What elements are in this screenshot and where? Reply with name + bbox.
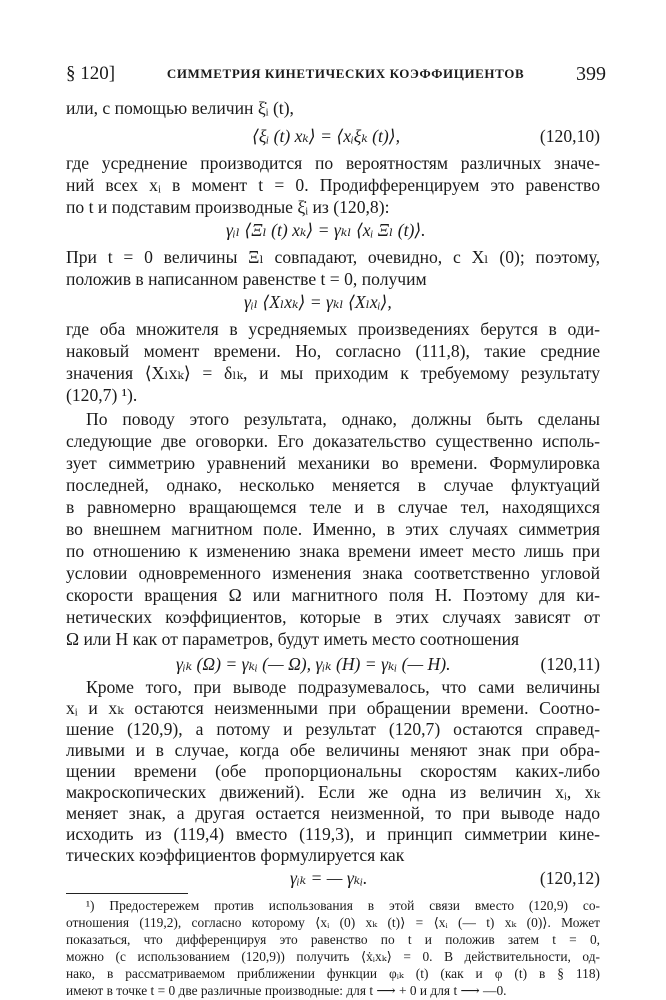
text-line: по t и подставим производные ξ̇ᵢ из (120,8):: [66, 197, 390, 217]
footnote-line: ¹) Предостережем против использования в этой связи вместо (120,9) со-: [86, 898, 600, 913]
text-line: ний всех xᵢ в момент t = 0. Продифференцируем это равенство: [66, 175, 600, 195]
text-line: шение (120,9), а потому и результат (120,7) остаются справед-: [66, 719, 600, 739]
text-line: положив в написанном равенстве t = 0, получим: [66, 269, 427, 289]
equation-120-12: [66, 866, 600, 890]
text-line: по отношению к изменению знака времени имеет место лишь при: [66, 541, 600, 561]
text-line: меняет знак, а другая остается неизменной, то при выводе надо: [66, 803, 600, 823]
footnote-line: нако, в рассматриваемом приближении функции φᵢₖ (t) (как и φ (t) в § 118): [66, 966, 600, 981]
footnote-line: имеют в точке t = 0 две различные производные: для t ⟶ + 0 и для t ⟶ —0.: [66, 983, 507, 998]
equation-derivative: [66, 218, 600, 242]
running-header: [66, 58, 606, 90]
text-line: зует симметрию уравнений механики во времени. Формулировка: [66, 453, 600, 473]
text-line: или, с помощью величин ξ̇ᵢ (t),: [66, 98, 294, 118]
equation-body: ⟨ξᵢ (t) xₖ⟩ = ⟨xᵢξₖ (t)⟩,: [252, 126, 401, 146]
footnote-line: показаться, что дифференцируя это равенство по t и положив затем t = 0,: [66, 932, 600, 947]
text-line: где усреднение производится по вероятностям различных значе-: [66, 153, 600, 173]
text-line: исходить из (119,4) вместо (119,3), и принцип симметрии кине-: [66, 824, 600, 844]
text-line: в равномерно вращающемся теле и в случае тел, находящихся: [66, 497, 600, 517]
text-line: следующие две оговорки. Его доказательство существенно исполь-: [66, 431, 600, 451]
text-line: последней, однако, несколько меняется в случае флуктуаций: [66, 475, 600, 495]
text-line: Ω или H как от параметров, будут иметь место соотношения: [66, 629, 520, 649]
page-number: 399: [576, 62, 606, 85]
text-line: макроскопических движений). Если же одна из величин xᵢ, xₖ: [66, 782, 600, 802]
text-line: где оба множителя в усредняемых произведениях берутся в оди-: [66, 319, 600, 339]
text-line: Кроме того, при выводе подразумевалось, что сами величины: [86, 677, 600, 697]
text-line: По поводу этого результата, однако, должны быть сделаны: [86, 409, 600, 429]
text-line: тических коэффициентов формулируется как: [66, 845, 405, 865]
footnote-line: отношения (119,2), согласно которому ⟨xᵢ (0) xₖ (t)⟩ = ⟨xᵢ (— t) xₖ (0)⟩. Может: [66, 915, 600, 930]
equation-body: γᵢₗ ⟨Xₗxₖ⟩ = γₖₗ ⟨Xₗxᵢ⟩,: [244, 292, 392, 312]
equation-average: [66, 290, 600, 314]
text-line: щении времени (обе пропорциональны скоростям каких-либо: [66, 761, 600, 781]
text-line: xᵢ и xₖ остаются неизменными при обращении времени. Соотно-: [66, 698, 600, 718]
text-line: условии одновременного изменения знака соответственно угловой: [66, 563, 600, 583]
equation-number: (120,11): [540, 654, 600, 674]
equation-120-10: [66, 124, 600, 148]
text-line: нетических коэффициентов, которые в этих случаях зависят от: [66, 607, 600, 627]
text-line: (120,7) ¹).: [66, 385, 138, 405]
text-line: наковый момент времени. Но, согласно (111,8), такие средние: [66, 341, 600, 361]
equation-number: (120,10): [539, 126, 600, 146]
equation-body: γᵢₖ = — γₖᵢ.: [290, 868, 368, 888]
text-line: скорости вращения Ω или магнитного поля H. Поэтому для ки-: [66, 585, 600, 605]
running-title: СИММЕТРИЯ КИНЕТИЧЕСКИХ КОЭФФИЦИЕНТОВ: [166, 66, 525, 81]
section-marker: § 120]: [66, 63, 116, 84]
equation-body: γᵢₗ ⟨Ξₗ (t) xₖ⟩ = γₖₗ ⟨xᵢ Ξₗ (t)⟩.: [226, 220, 426, 240]
text-line: во внешнем магнитном поле. Именно, в этих случаях симметрия: [66, 519, 600, 539]
footnote-line: можно (с использованием (120,9)) получить ⟨ẋᵢxₖ⟩ = 0. В действительности, од-: [66, 949, 600, 964]
text-line: При t = 0 величины Ξₗ совпадают, очевидно, с Xₗ (0); поэтому,: [66, 247, 600, 267]
text-line: ливыми и в случае, когда обе величины меняют знак при обра-: [66, 740, 600, 760]
equation-body: γᵢₖ (Ω) = γₖᵢ (— Ω), γᵢₖ (H) = γₖᵢ (— H).: [176, 654, 451, 674]
equation-120-11: [66, 652, 600, 676]
footnote-divider: [66, 893, 188, 894]
equation-number: (120,12): [539, 868, 600, 888]
text-line: значения ⟨Xₗxₖ⟩ = δₗₖ, и мы приходим к требуемому результату: [66, 363, 600, 383]
